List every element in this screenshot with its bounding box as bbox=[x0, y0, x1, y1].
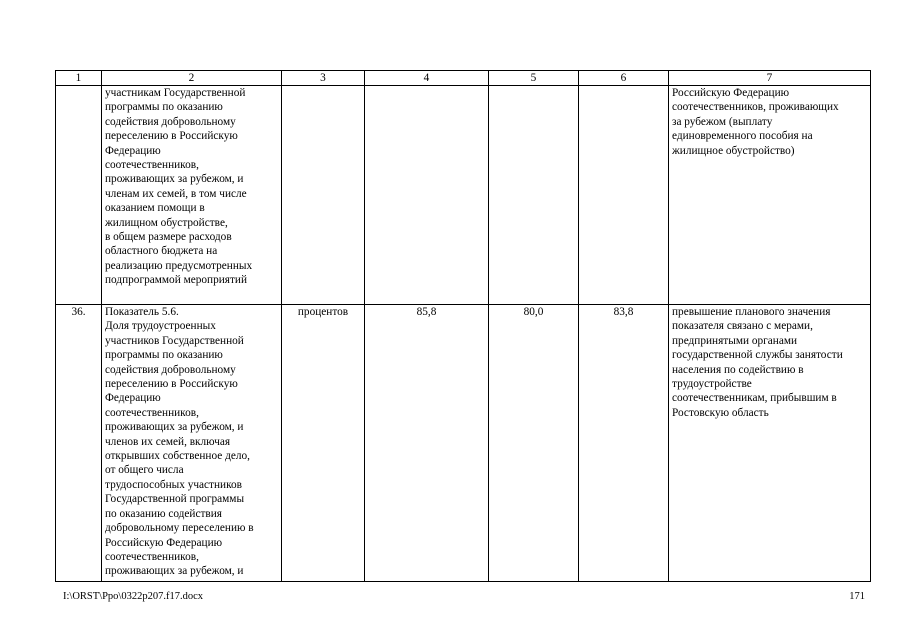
cell-value-col5 bbox=[489, 86, 579, 305]
cell-indicator-name: участникам Государственной программы по оказанию содействия добровольному переселению в Российскую Федерацию соотечественников, проживающих за рубежом, и членам их семей, в том числе оказанием помощи в жилищном обустройстве, в общем размере расходов областного бюджета на реализацию предусмотренных подпрограммой мероприятий bbox=[102, 86, 282, 305]
column-header-4: 4 bbox=[365, 71, 489, 86]
footer-page-number: 171 bbox=[849, 591, 865, 602]
table-row-36 bbox=[56, 305, 871, 582]
column-header-2: 2 bbox=[102, 71, 282, 86]
column-header-6: 6 bbox=[579, 71, 669, 86]
column-number-row bbox=[56, 71, 871, 86]
cell-comment: Российскую Федерацию соотечественников, проживающих за рубежом (выплату единовременного пособия на жилищное обустройство) bbox=[669, 86, 871, 305]
cell-value-col6: 83,8 bbox=[579, 305, 669, 582]
footer-file-path: I:\ORST\Ppo\0322p207.f17.docx bbox=[63, 591, 204, 602]
cell-value-col5: 80,0 bbox=[489, 305, 579, 582]
cell-number: 36. bbox=[56, 305, 102, 582]
cell-value-col4: 85,8 bbox=[365, 305, 489, 582]
report-table bbox=[55, 70, 871, 582]
table-row-continued bbox=[56, 86, 871, 305]
cell-unit bbox=[282, 86, 365, 305]
column-header-3: 3 bbox=[282, 71, 365, 86]
column-header-7: 7 bbox=[669, 71, 871, 86]
cell-indicator-name: Показатель 5.6. Доля трудоустроенных участников Государственной программы по оказанию содействия добровольному переселению в Российскую Федерацию соотечественников, проживающих за рубежом, и членов их семей, включая открывших собственное дело, от общего числа трудоспособных участников Государственной программы по оказанию содействия добровольному переселению в Российскую Федерацию соотечественников, проживающих за рубежом, и bbox=[102, 305, 282, 582]
cell-value-col4 bbox=[365, 86, 489, 305]
column-header-5: 5 bbox=[489, 71, 579, 86]
column-header-1: 1 bbox=[56, 71, 102, 86]
cell-unit: процентов bbox=[282, 305, 365, 582]
cell-comment: превышение планового значения показателя связано с мерами, предпринятыми органами государственной службы занятости населения по содействию в трудоустройстве соотечественникам, прибывшим в Ростовскую область bbox=[669, 305, 871, 582]
cell-number bbox=[56, 86, 102, 305]
cell-value-col6 bbox=[579, 86, 669, 305]
